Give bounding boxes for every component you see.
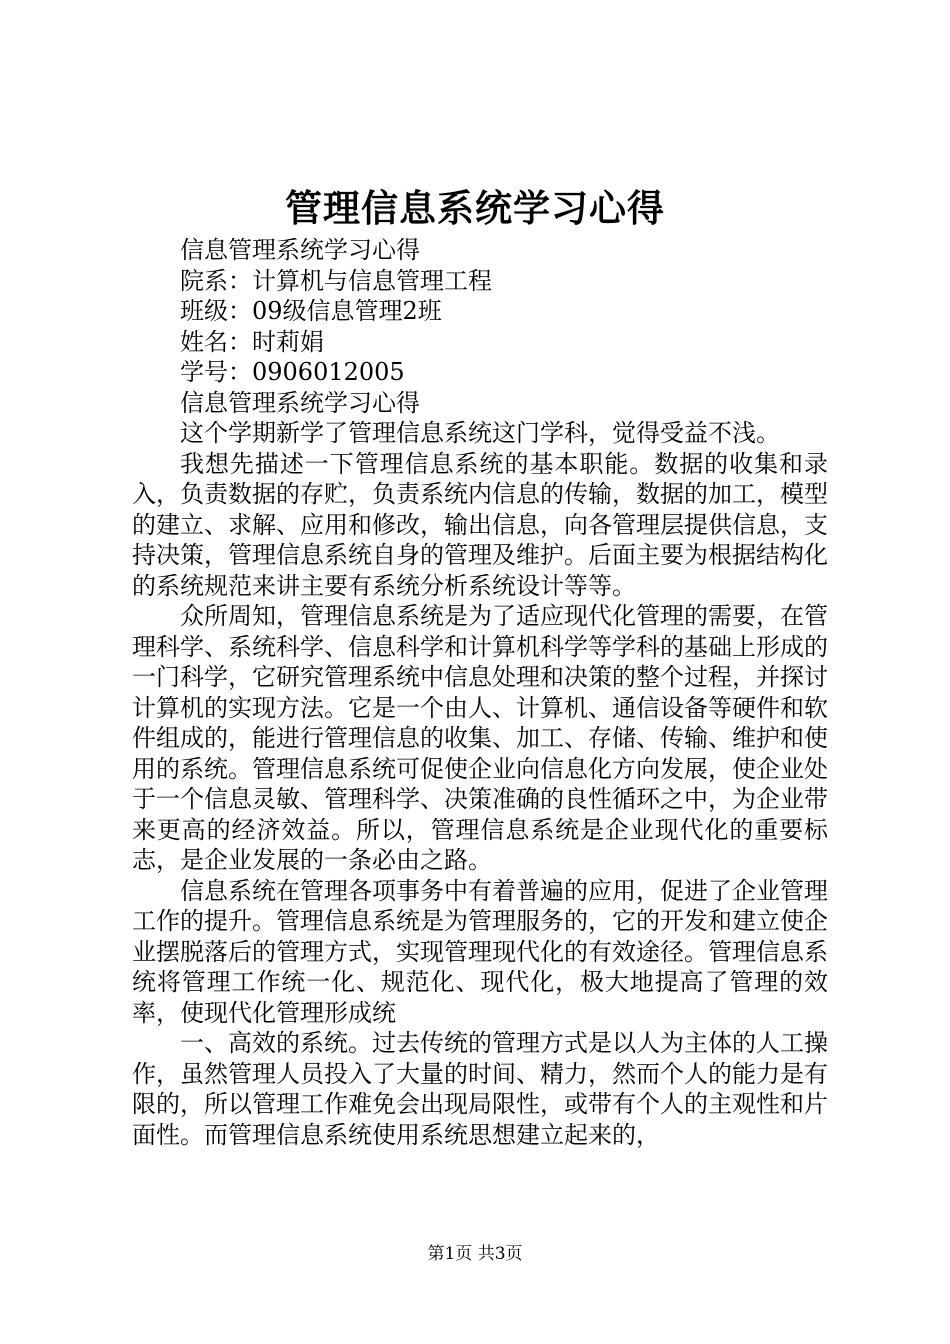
header-line-subtitle: 信息管理系统学习心得 (180, 388, 420, 417)
paragraph: 我想先描述一下管理信息系统的基本职能。数据的收集和录入，负责数据的存贮，负责系统内信息的传输，数据的加工，模型的建立、求解、应用和修改，输出信息，向各管理层提供信息，支持决策，管理信息系统自身的管理及维护。后面主要为根据结构化的系统规范来讲主要有系统分析系统设计等等。 (132, 449, 828, 600)
header-line-name: 姓名：时莉娟 (180, 327, 324, 356)
header-line-student-id: 学号：0906012005 (180, 358, 405, 386)
paragraph: 这个学期新学了管理信息系统这门学科，觉得受益不浅。 (180, 419, 780, 447)
header-line-title: 信息管理系统学习心得 (180, 236, 420, 264)
document-body (132, 235, 828, 1150)
page-title: 管理信息系统学习心得 (285, 186, 665, 230)
header-line-department: 院系：计算机与信息管理工程 (180, 266, 492, 295)
paragraph: 一、高效的系统。过去传统的管理方式是以人为主体的人工操作，虽然管理人员投入了大量的时间、精力，然而个人的能力是有限的，所以管理工作难免会出现局限性，或带有个人的主观性和片面性。而管理信息系统使用系统思想建立起来的， (132, 1029, 828, 1149)
header-line-class: 班级：09级信息管理2班 (180, 297, 442, 325)
paragraph: 众所周知，管理信息系统是为了适应现代化管理的需要，在管理科学、系统科学、信息科学和计算机科学等学科的基础上形成的一门科学，它研究管理系统中信息处理和决策的整个过程，并探讨计算机的实现方法。它是一个由人、计算机、通信设备等硬件和软件组成的，能进行管理信息的收集、加工、存储、传输、维护和使用的系统。管理信息系统可促使企业向信息化方向发展，使企业处于一个信息灵敏、管理科学、决策准确的良性循环之中，为企业带来更高的经济效益。所以，管理信息系统是企业现代化的重要标志，是企业发展的一条必由之路。 (132, 602, 828, 874)
paragraph: 信息系统在管理各项事务中有着普遍的应用，促进了企业管理工作的提升。管理信息系统是为管理服务的，它的开发和建立使企业摆脱落后的管理方式，实现管理现代化的有效途径。管理信息系统将管理工作统一化、规范化、现代化，极大地提高了管理的效率，使现代化管理形成统 (132, 876, 828, 1027)
page-footer: 第1页 共3页 (427, 1244, 523, 1264)
